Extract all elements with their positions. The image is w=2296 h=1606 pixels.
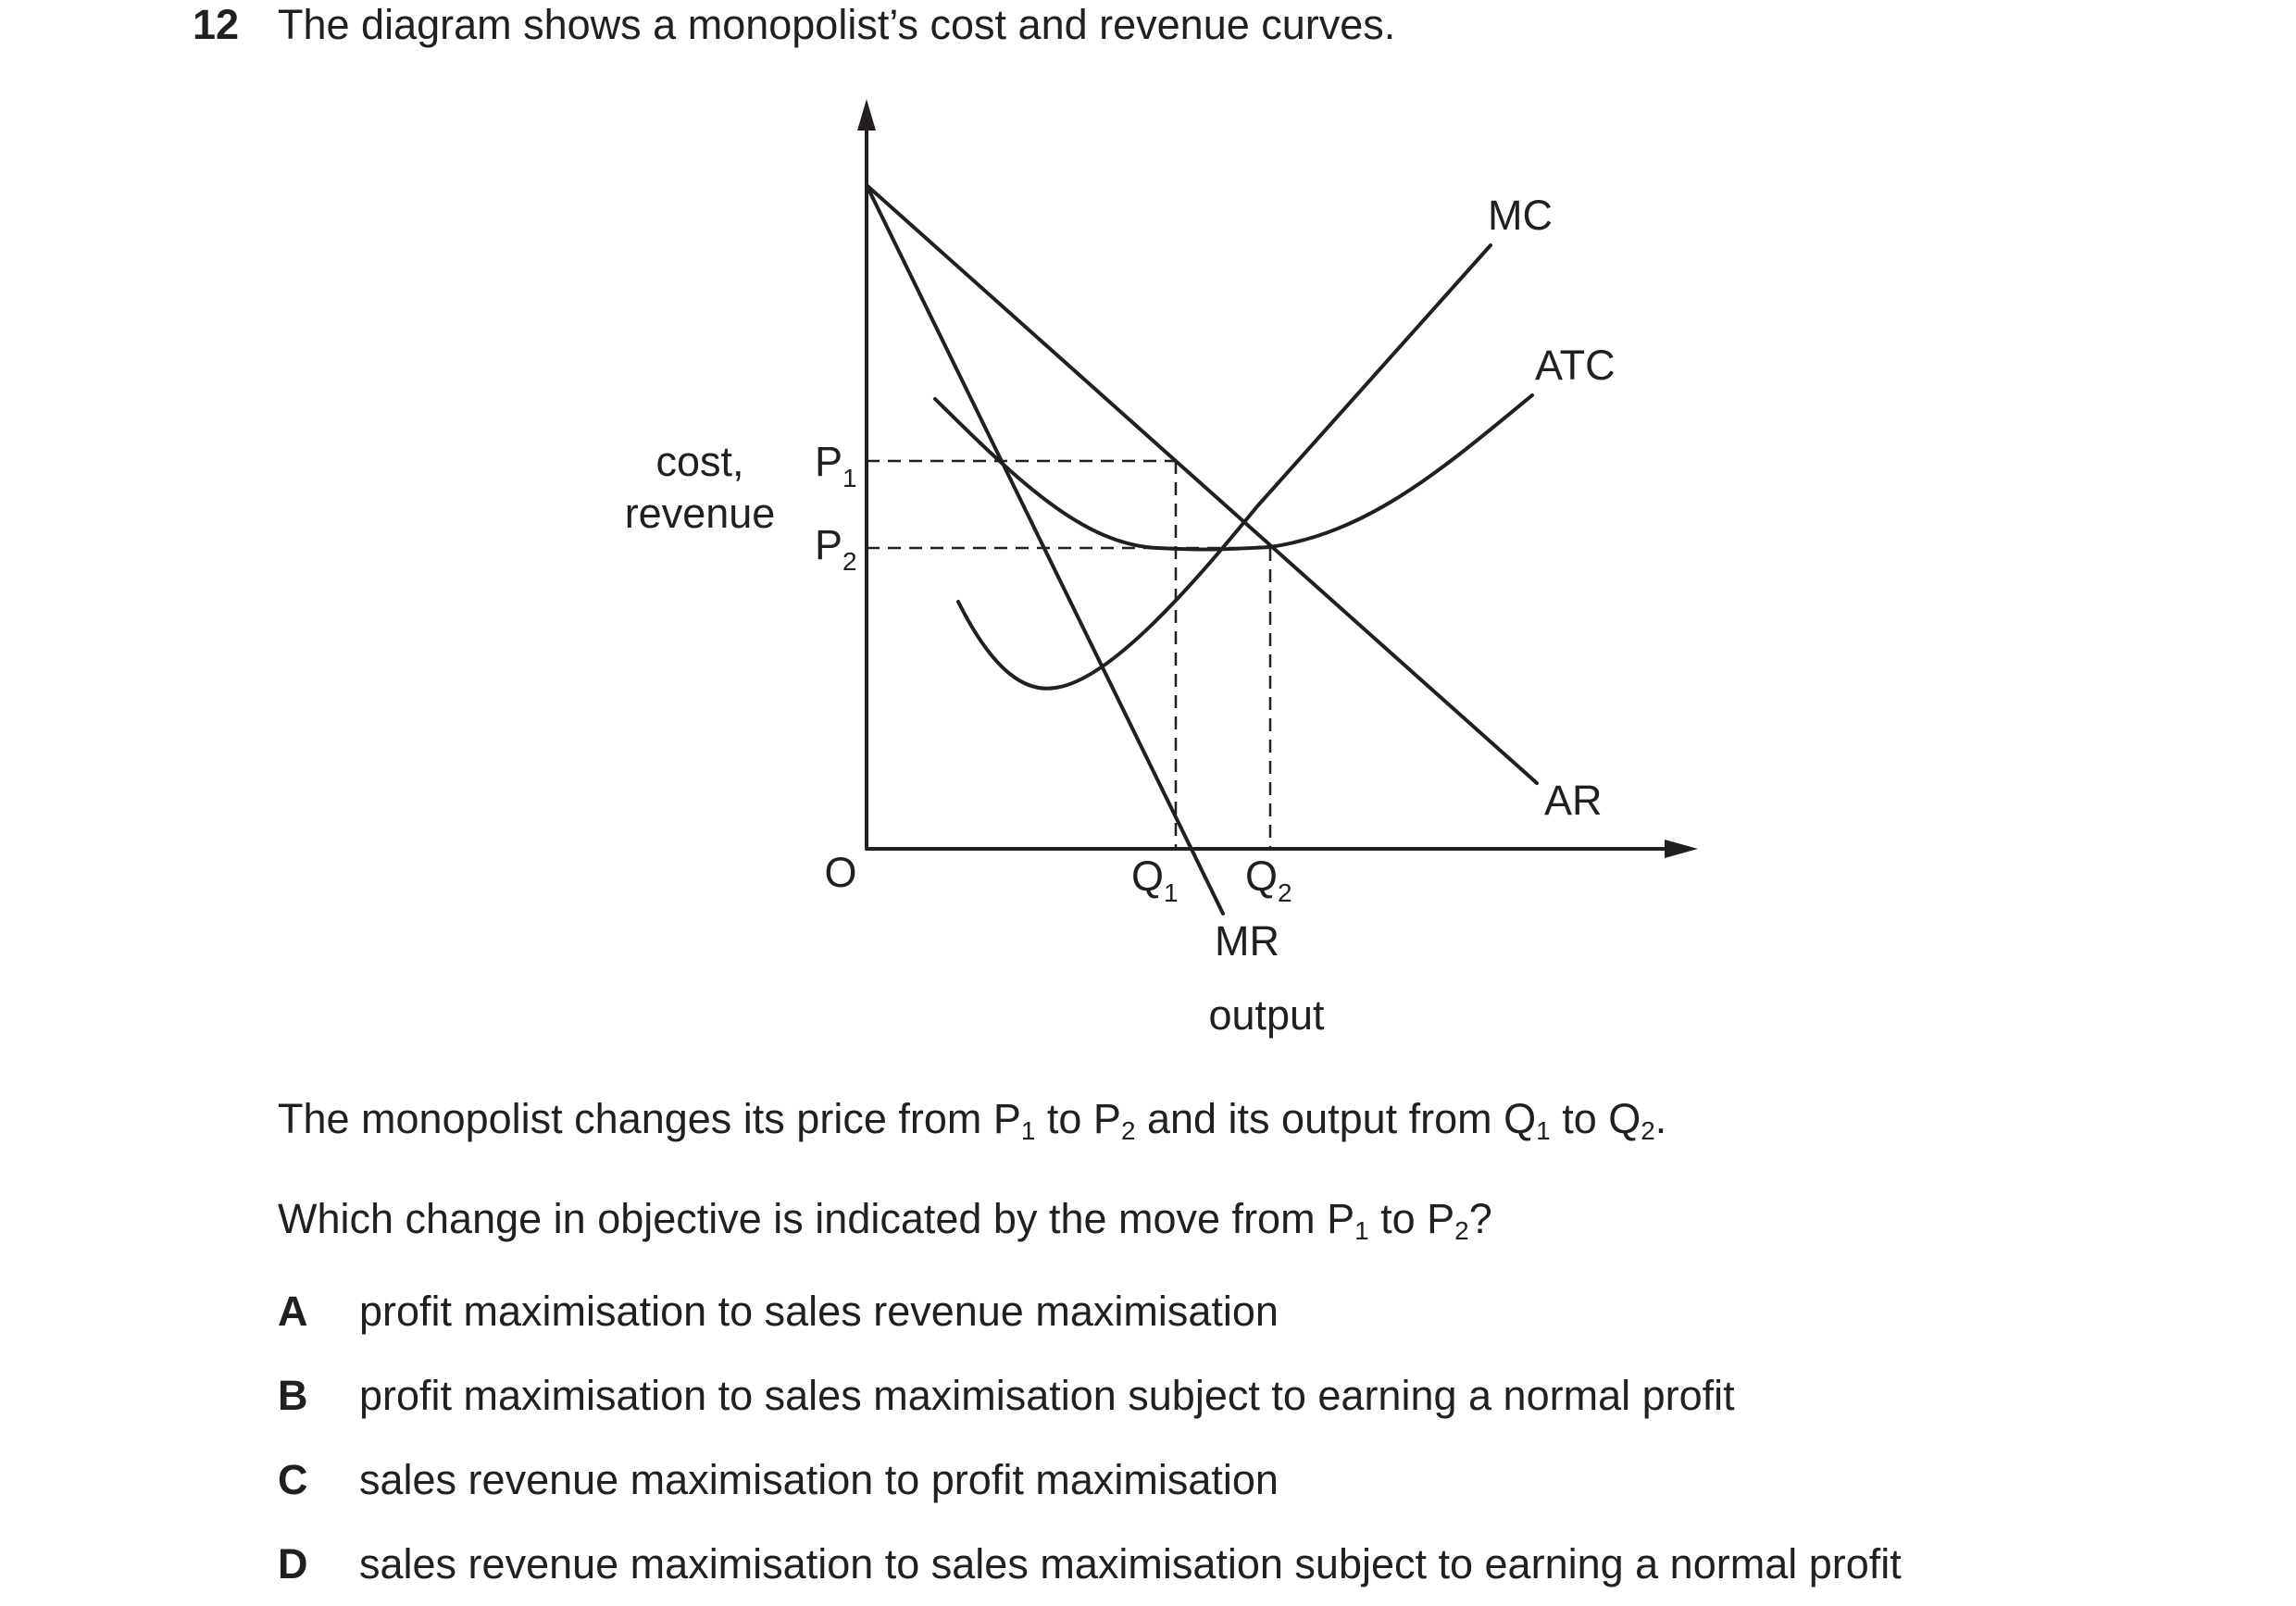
origin-label: O	[824, 849, 857, 896]
y-axis-label-line2: revenue	[624, 490, 776, 537]
y-axis-label-line1: cost,	[655, 438, 744, 485]
option-d-text[interactable]: sales revenue maximisation to sales maximisation subject to earning a normal profit	[359, 1540, 1902, 1587]
option-c-letter[interactable]: C	[278, 1456, 308, 1503]
ar-label: AR	[1544, 777, 1603, 824]
statement: The monopolist changes its price from $P_1$ to $P_2$ and its output from $Q_1$ to $Q_2$.	[278, 1095, 1667, 1145]
option-b-text[interactable]: profit maximisation to sales maximisation subject to earning a normal profit	[359, 1372, 1735, 1419]
atc-label: ATC	[1535, 342, 1616, 389]
question-number: 12	[193, 1, 240, 48]
atc-curve	[935, 395, 1532, 550]
mc-label: MC	[1488, 192, 1553, 239]
p2-label: $P_2$	[815, 521, 857, 576]
option-b-letter[interactable]: B	[278, 1372, 308, 1419]
option-a-text[interactable]: profit maximisation to sales revenue maximisation	[359, 1288, 1279, 1335]
prompt: Which change in objective is indicated by the move from $P_1$ to $P_2$?	[278, 1195, 1492, 1245]
mr-label: MR	[1215, 917, 1279, 965]
x-axis-label: output	[1208, 991, 1325, 1039]
q2-label: $Q_2$	[1245, 853, 1292, 907]
option-d-letter[interactable]: D	[278, 1540, 308, 1587]
question-stem: The diagram shows a monopolist’s cost and revenue curves.	[278, 1, 1396, 48]
mc-curve	[958, 245, 1491, 689]
option-a-letter[interactable]: A	[278, 1288, 308, 1335]
option-c-text[interactable]: sales revenue maximisation to profit maximisation	[359, 1456, 1279, 1503]
y-axis-arrowhead	[857, 99, 876, 131]
ar-curve	[867, 185, 1537, 783]
p1-label: $P_1$	[815, 438, 857, 492]
x-axis-arrowhead	[1665, 840, 1698, 858]
q1-label: $Q_1$	[1131, 853, 1179, 907]
